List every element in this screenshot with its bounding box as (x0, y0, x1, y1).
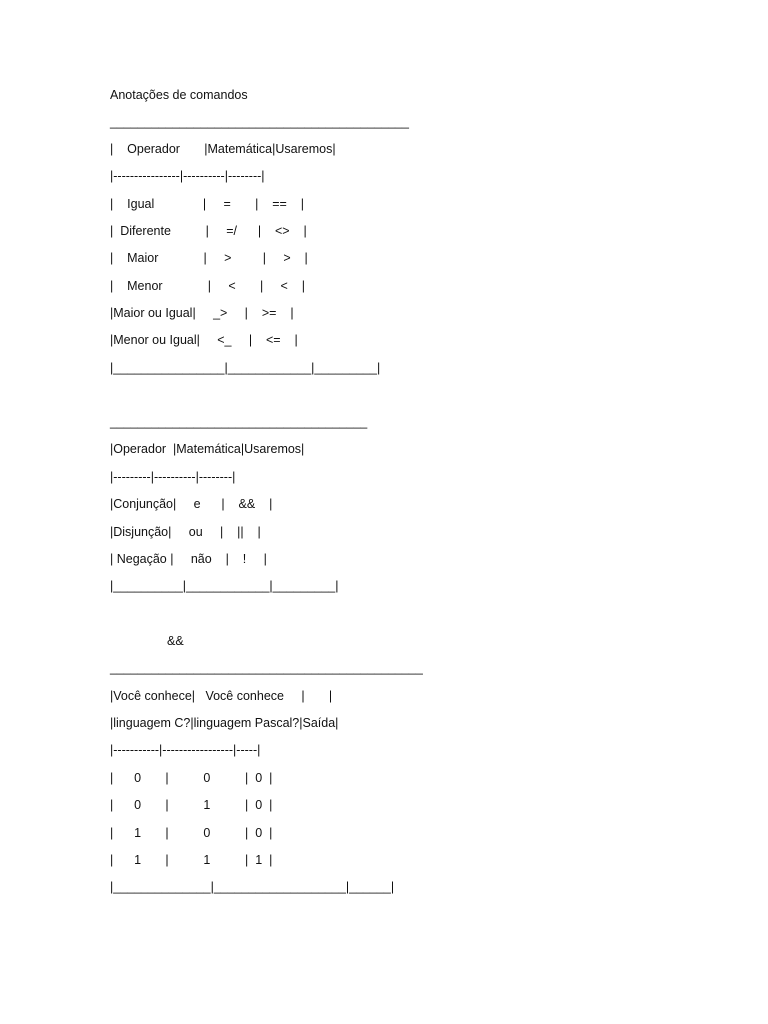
truth-table-row: | 1 | 0 | 0 | (110, 826, 273, 840)
comparison-table-header: | Operador |Matemática|Usaremos| (110, 142, 336, 156)
logic-table-separator: |---------|----------|--------| (110, 470, 236, 484)
logic-row-conjuncao: |Conjunção| e | && | (110, 497, 273, 511)
logic-table-header: |Operador |Matemática|Usaremos| (110, 442, 305, 456)
truth-table-operator: && (167, 634, 184, 648)
logic-table-bottom: |__________|____________|_________| (110, 579, 339, 593)
logic-row-disjuncao: |Disjunção| ou | || | (110, 525, 261, 539)
comparison-row-menor-ou-igual: |Menor ou Igual| <_ | <= | (110, 333, 298, 347)
truth-table-row: | 1 | 1 | 1 | (110, 853, 273, 867)
comparison-row-maior: | Maior | > | > | (110, 251, 308, 265)
section2-rule: _____________________________________ (110, 415, 368, 429)
comparison-row-maior-ou-igual: |Maior ou Igual| _> | >= | (110, 306, 294, 320)
truth-table-separator: |-----------|-----------------|-----| (110, 743, 261, 757)
truth-table-row: | 0 | 0 | 0 | (110, 771, 273, 785)
section1-rule: ___________________________________________ (110, 115, 409, 129)
truth-table-bottom: |______________|___________________|______| (110, 880, 395, 894)
comparison-row-diferente: | Diferente | =/ | <> | (110, 224, 307, 238)
comparison-table-separator: |----------------|----------|--------| (110, 169, 265, 183)
truth-table-header-line-1: |Você conhece| Você conhece | | (110, 689, 333, 703)
document-title: Anotações de comandos (110, 88, 248, 102)
truth-table-row: | 0 | 1 | 0 | (110, 798, 273, 812)
comparison-row-igual: | Igual | = | == | (110, 197, 304, 211)
truth-table-header-line-2: |linguagem C?|linguagem Pascal?|Saída| (110, 716, 339, 730)
logic-row-negacao: | Negação | não | ! | (110, 552, 267, 566)
comparison-row-menor: | Menor | < | < | (110, 279, 305, 293)
section3-rule: _____________________________________________ (110, 661, 423, 675)
comparison-table-bottom: |________________|____________|_________| (110, 361, 381, 375)
